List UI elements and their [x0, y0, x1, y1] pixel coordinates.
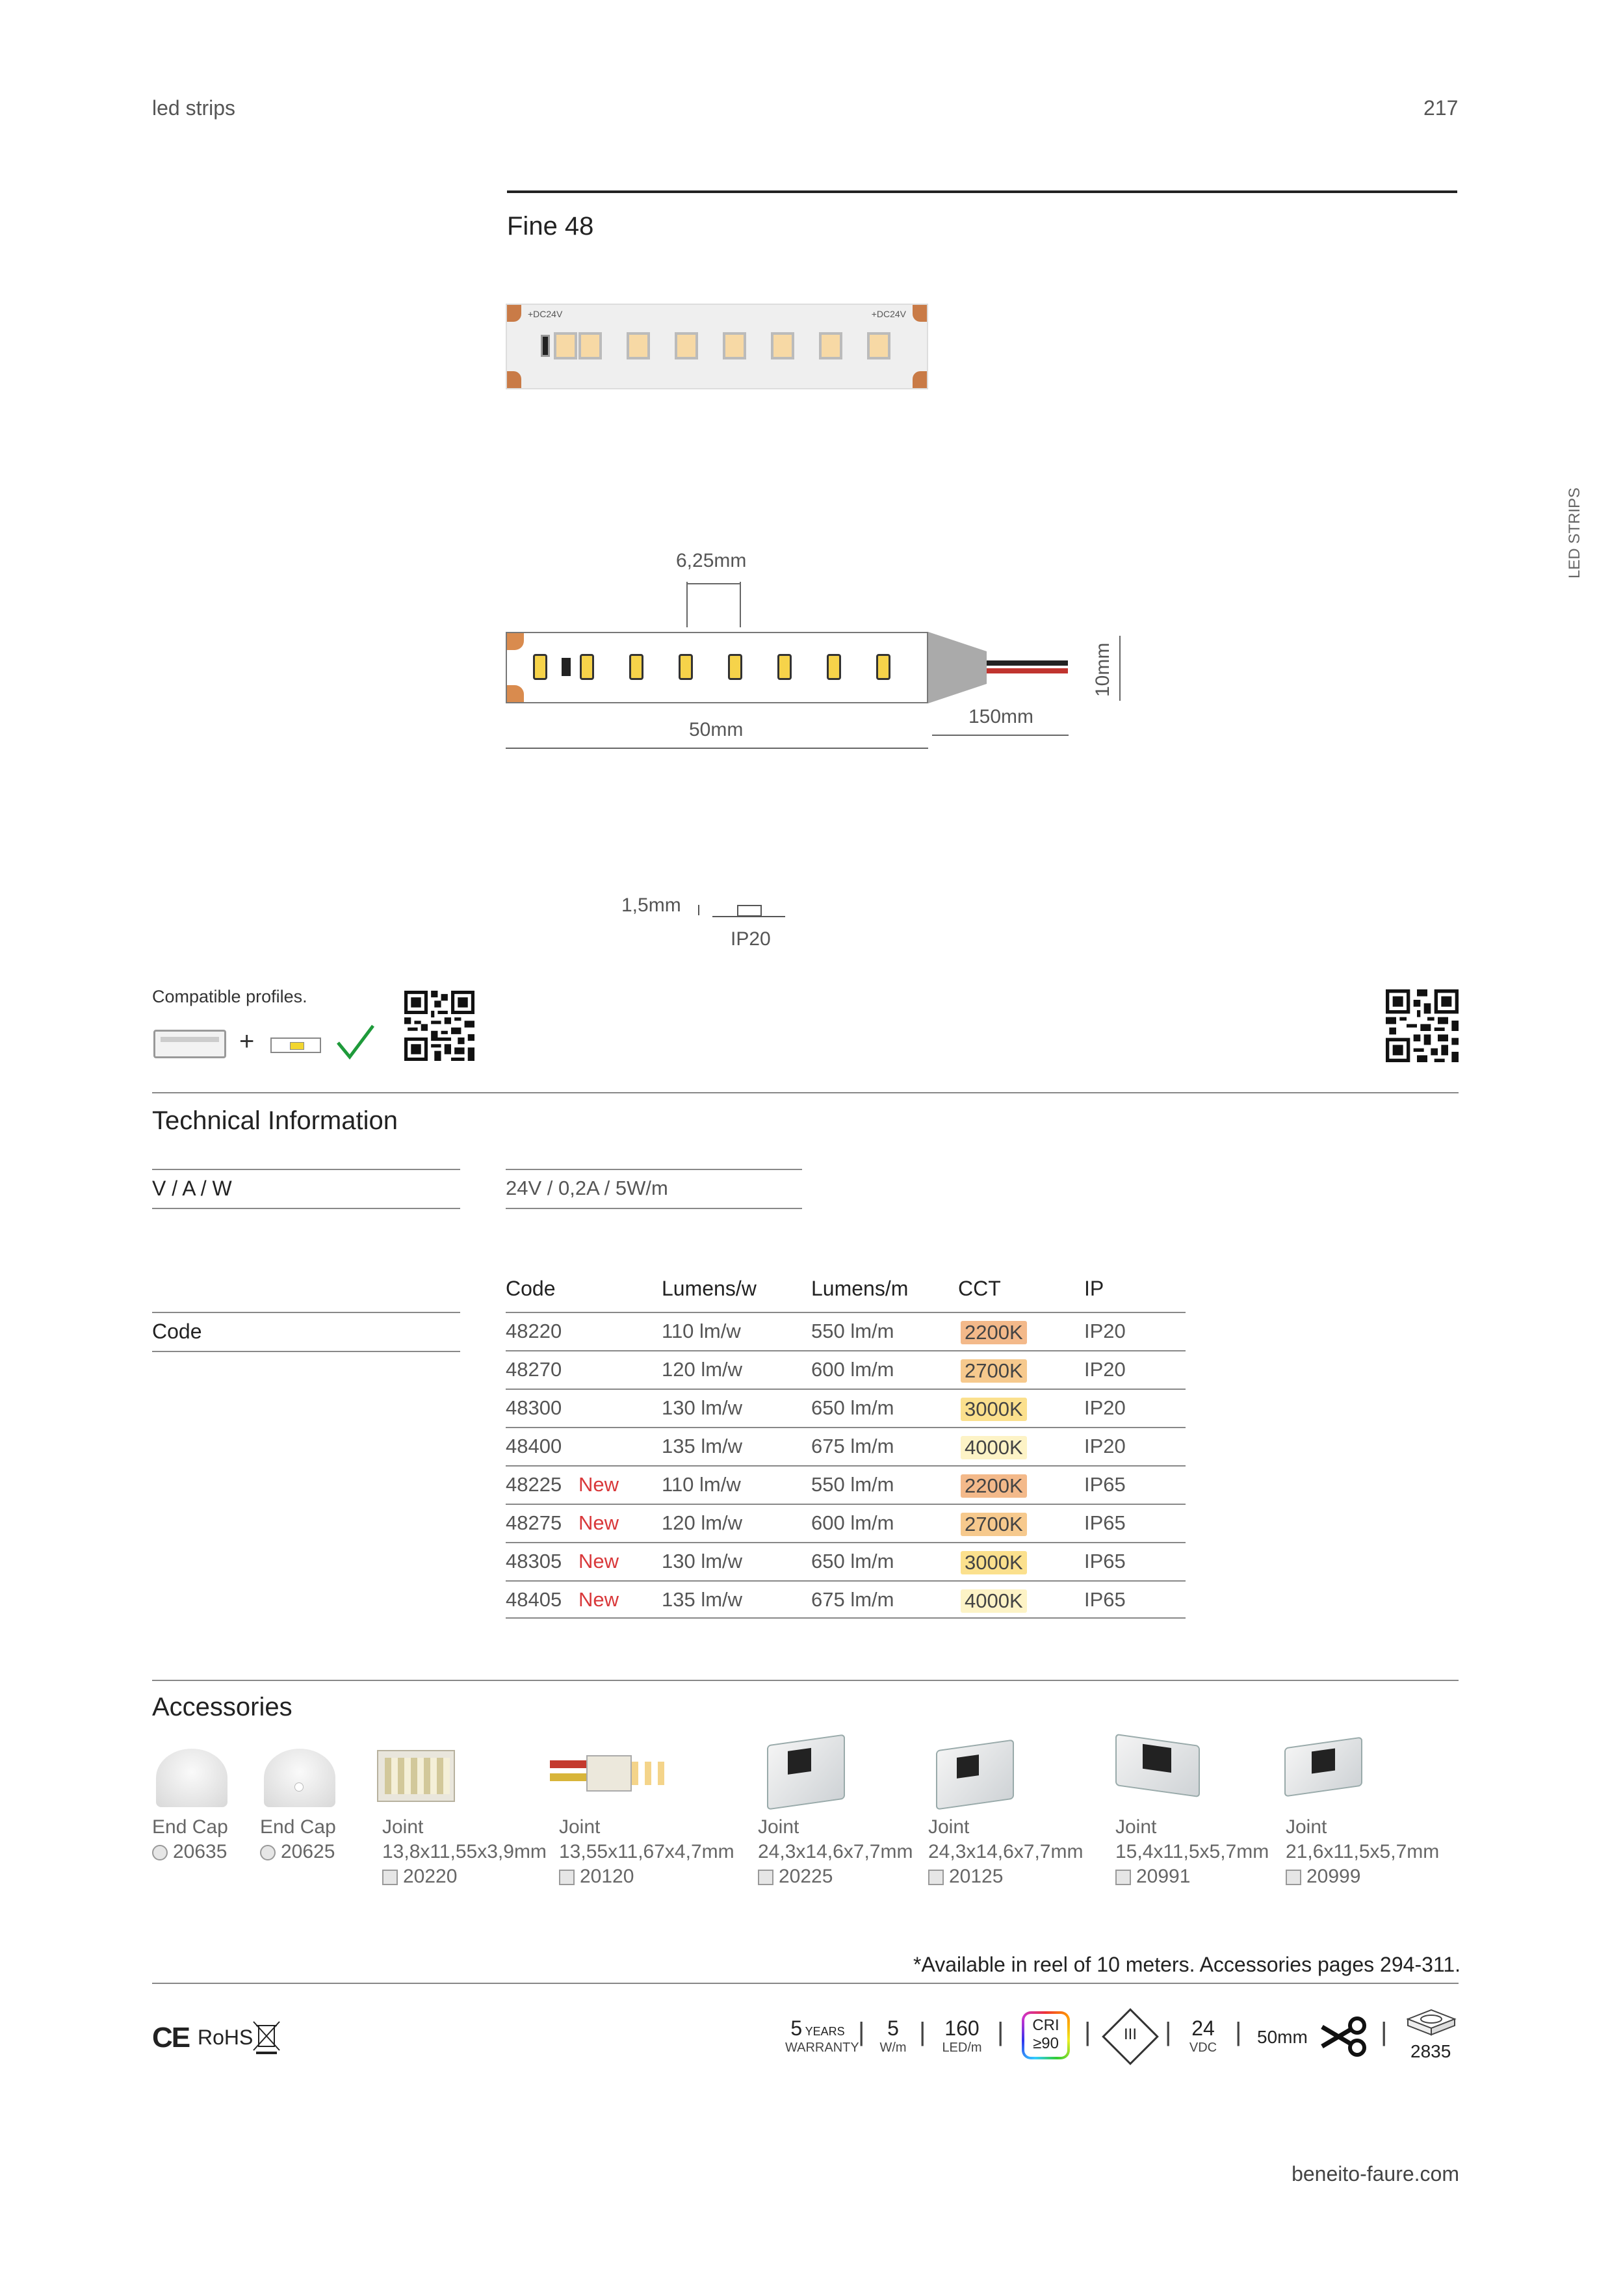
accessory-code: 20991	[1136, 1866, 1191, 1887]
led-unit: LED/m	[942, 2041, 982, 2055]
row-lumens-m: 550 lm/m	[811, 1473, 894, 1496]
col-lumens-m: Lumens/m	[811, 1277, 909, 1300]
separator: |	[1381, 2018, 1388, 2046]
accessory-code-row	[1115, 1866, 1269, 1888]
strip-pad	[507, 633, 524, 650]
led-chip-icon	[723, 332, 746, 359]
row-lumens-w: 130 lm/w	[662, 1396, 743, 1419]
row-ip: IP20	[1084, 1358, 1126, 1381]
led-icon	[533, 654, 547, 680]
led-chip-icon	[675, 332, 698, 359]
row-lumens-m: 675 lm/m	[811, 1588, 894, 1611]
end-cap-image	[264, 1749, 335, 1807]
row-code: 48400	[506, 1435, 562, 1457]
row-lumens-m: 600 lm/m	[811, 1511, 894, 1534]
table-header	[506, 1277, 1186, 1312]
row-code: 48405	[506, 1588, 562, 1611]
row-rule	[506, 1208, 802, 1209]
resistor-icon	[562, 658, 571, 676]
accessory-name: Joint	[1286, 1816, 1327, 1838]
cable-dim-line	[932, 735, 1069, 736]
qr-code-icon	[1386, 989, 1459, 1062]
accessory-code: 20220	[403, 1866, 458, 1887]
row-lumens-w: 135 lm/w	[662, 1588, 743, 1611]
table-row	[506, 1389, 1186, 1427]
accessory-item	[1286, 1816, 1439, 1888]
plus-sign: +	[239, 1027, 255, 1056]
accessory-name: Joint	[559, 1816, 601, 1838]
accessory-code-row	[382, 1866, 547, 1888]
joint-image	[1284, 1737, 1362, 1797]
led-chip-icon	[867, 332, 890, 359]
cri-label: CRI	[1032, 2016, 1059, 2034]
warranty-years: YEARS	[805, 2025, 845, 2038]
voltage-value: 24	[1191, 2016, 1215, 2040]
separator: |	[1165, 2018, 1172, 2046]
width-dimension: 10mm	[1092, 642, 1113, 697]
cct-badge: 3000K	[961, 1398, 1027, 1421]
page-number: 217	[1423, 96, 1459, 120]
row-code: 48275	[506, 1511, 562, 1534]
section-rule	[152, 1983, 1459, 1984]
cable-wire-black	[987, 660, 1068, 666]
checkmark-icon	[335, 1023, 376, 1061]
square-marker-icon	[559, 1870, 575, 1885]
led-value: 160	[944, 2016, 980, 2040]
cct-badge: 4000K	[961, 1589, 1027, 1613]
accessory-dim: 21,6x11,5x5,7mm	[1286, 1841, 1440, 1862]
accessory-code: 20625	[281, 1841, 335, 1862]
accessory-name: Joint	[758, 1816, 799, 1838]
cct-badge: 2700K	[961, 1513, 1027, 1536]
led-chip-icon	[819, 332, 842, 359]
strip-diagram	[506, 632, 928, 703]
accessory-code: 20225	[779, 1866, 833, 1887]
availability-note: *Available in reel of 10 meters. Accessories pages 294-311.	[913, 1953, 1461, 1976]
accessory-item	[928, 1816, 1083, 1888]
col-lumens-w: Lumens/w	[662, 1277, 757, 1300]
height-dim-tick	[698, 905, 699, 915]
accessory-code-row	[758, 1866, 913, 1888]
row-lumens-m: 675 lm/m	[811, 1435, 894, 1457]
accessory-code: 20635	[173, 1841, 227, 1862]
row-rule	[152, 1208, 460, 1209]
led-chip-icon	[554, 332, 577, 359]
accessory-name: Joint	[382, 1816, 424, 1838]
section-label: led strips	[152, 96, 236, 120]
row-lumens-w: 120 lm/w	[662, 1358, 743, 1381]
joint-image	[550, 1755, 667, 1794]
code-table	[506, 1277, 1186, 1619]
product-title: Fine 48	[507, 212, 594, 241]
section-rule	[152, 1680, 1459, 1681]
width-dim-line	[1119, 636, 1121, 701]
ip-rating: IP20	[731, 928, 771, 950]
circle-marker-icon	[260, 1845, 276, 1860]
power-spec	[874, 2016, 913, 2055]
row-rule	[152, 1312, 460, 1313]
power-unit: W/m	[879, 2041, 907, 2055]
warranty-number: 5	[790, 2016, 803, 2040]
vaw-label: V / A / W	[152, 1177, 232, 1200]
row-ip: IP20	[1084, 1320, 1126, 1342]
strip-icon	[270, 1037, 321, 1053]
accessory-name: Joint	[928, 1816, 970, 1838]
accessory-item	[1115, 1816, 1269, 1888]
strip-label: +DC24V	[528, 309, 563, 319]
accessory-code: 20999	[1306, 1866, 1361, 1887]
qr-code-icon	[404, 991, 474, 1061]
title-rule	[507, 190, 1457, 193]
cri-value: ≥90	[1033, 2035, 1059, 2052]
length-dimension: 50mm	[689, 719, 744, 740]
led-icon	[629, 654, 643, 680]
square-marker-icon	[1286, 1870, 1301, 1885]
strip-pad	[913, 371, 927, 388]
weee-bin-icon	[252, 2019, 281, 2055]
cable-dimension: 150mm	[968, 706, 1034, 727]
accessory-code: 20120	[580, 1866, 634, 1887]
accessory-code: 20125	[949, 1866, 1004, 1887]
led-icon	[580, 654, 594, 680]
vaw-value: 24V / 0,2A / 5W/m	[506, 1177, 668, 1199]
col-ip: IP	[1084, 1277, 1104, 1300]
accessory-code-row	[152, 1841, 228, 1863]
voltage-spec	[1180, 2016, 1226, 2055]
led-icon	[679, 654, 693, 680]
table-row	[506, 1504, 1186, 1542]
row-lumens-m: 650 lm/m	[811, 1550, 894, 1572]
cable-wire-red	[987, 668, 1068, 673]
row-lumens-m: 650 lm/m	[811, 1396, 894, 1419]
row-ip: IP65	[1084, 1473, 1126, 1496]
joint-image	[377, 1750, 455, 1802]
cct-badge: 2700K	[961, 1359, 1027, 1383]
accessory-item	[758, 1816, 913, 1888]
accessory-item	[152, 1816, 228, 1863]
led-icon	[827, 654, 841, 680]
new-badge: New	[578, 1550, 619, 1572]
length-dim-line	[506, 748, 928, 749]
row-rule	[506, 1169, 802, 1170]
tech-title: Technical Information	[152, 1106, 398, 1135]
side-tab-label: LED STRIPS	[1566, 487, 1583, 579]
row-lumens-w: 130 lm/w	[662, 1550, 743, 1572]
accessory-code-row	[260, 1841, 336, 1863]
cct-badge: 4000K	[961, 1436, 1027, 1459]
square-marker-icon	[758, 1870, 773, 1885]
row-lumens-w: 110 lm/w	[662, 1473, 741, 1496]
accessory-name: End Cap	[152, 1816, 228, 1838]
new-badge: New	[578, 1511, 619, 1534]
table-body	[506, 1312, 1186, 1619]
row-ip: IP65	[1084, 1588, 1126, 1611]
table-row	[506, 1350, 1186, 1389]
accessory-name: End Cap	[260, 1816, 336, 1838]
strip-photo	[506, 304, 928, 389]
accessories-title: Accessories	[152, 1693, 292, 1721]
accessory-dim: 13,55x11,67x4,7mm	[559, 1841, 734, 1862]
separator: |	[997, 2018, 1004, 2046]
website: beneito-faure.com	[1292, 2162, 1459, 2185]
accessory-code-row	[928, 1866, 1083, 1888]
cct-badge: 2200K	[961, 1474, 1027, 1498]
accessory-name: Joint	[1115, 1816, 1157, 1838]
square-marker-icon	[1115, 1870, 1131, 1885]
joint-image	[767, 1734, 845, 1810]
led-icon	[876, 654, 890, 680]
row-ip: IP65	[1084, 1511, 1126, 1534]
accessory-item	[260, 1816, 336, 1863]
dim-line	[686, 582, 688, 627]
led-icon	[777, 654, 792, 680]
joint-image	[936, 1740, 1014, 1810]
compat-label: Compatible profiles.	[152, 987, 307, 1006]
cct-badge: 3000K	[961, 1551, 1027, 1574]
square-marker-icon	[382, 1870, 398, 1885]
profile-icon	[153, 1030, 226, 1058]
table-row	[506, 1465, 1186, 1504]
separator: |	[1084, 2018, 1091, 2046]
row-code: 48220	[506, 1320, 562, 1342]
section-rule	[152, 1092, 1459, 1093]
scissors-icon	[1319, 2014, 1368, 2059]
separator: |	[919, 2018, 926, 2046]
accessory-dim: 24,3x14,6x7,7mm	[758, 1841, 913, 1862]
code-label: Code	[152, 1320, 202, 1343]
row-rule	[152, 1169, 460, 1170]
end-cap-image	[156, 1749, 227, 1807]
led-icon	[728, 654, 742, 680]
row-lumens-m: 600 lm/m	[811, 1358, 894, 1381]
base-line	[712, 916, 785, 917]
row-ip: IP20	[1084, 1396, 1126, 1419]
led-density-spec	[936, 2016, 988, 2055]
led-chip-icon	[627, 332, 650, 359]
accessory-code-row	[1286, 1866, 1439, 1888]
ce-mark-icon: CE	[152, 2022, 190, 2054]
cut-length: 50mm	[1257, 2027, 1308, 2047]
connector-cable	[928, 632, 1071, 705]
connector-boot	[928, 632, 987, 703]
table-row	[506, 1542, 1186, 1580]
circle-marker-icon	[152, 1845, 168, 1860]
accessory-dim: 24,3x14,6x7,7mm	[928, 1841, 1084, 1862]
separator: |	[1235, 2018, 1242, 2046]
voltage-unit: VDC	[1189, 2041, 1217, 2055]
warranty-word: WARRANTY	[785, 2041, 859, 2055]
side-tab	[1563, 455, 1589, 598]
profile-section-icon	[737, 905, 762, 917]
dim-line	[740, 582, 741, 627]
strip-pad	[507, 685, 524, 702]
separator: |	[858, 2018, 865, 2046]
row-lumens-w: 120 lm/w	[662, 1511, 743, 1534]
table-row	[506, 1427, 1186, 1465]
pitch-dimension: 6,25mm	[676, 550, 747, 571]
row-ip: IP20	[1084, 1435, 1126, 1457]
strip-pad	[507, 371, 521, 388]
warranty-spec	[785, 2016, 859, 2055]
strip-label: +DC24V	[871, 309, 906, 319]
led-chip-icon	[578, 332, 602, 359]
row-code: 48225	[506, 1473, 562, 1496]
cct-badge: 2200K	[961, 1321, 1027, 1344]
row-lumens-w: 135 lm/w	[662, 1435, 743, 1457]
height-dimension: 1,5mm	[621, 894, 681, 916]
resistor-icon	[541, 335, 550, 357]
new-badge: New	[578, 1588, 619, 1611]
row-rule	[152, 1351, 460, 1352]
accessory-item	[559, 1816, 734, 1888]
row-lumens-w: 110 lm/w	[662, 1320, 741, 1342]
joint-image	[1115, 1734, 1200, 1797]
dim-line	[686, 583, 741, 584]
col-code: Code	[506, 1277, 556, 1300]
row-ip: IP65	[1084, 1550, 1126, 1572]
chip-label: 2835	[1410, 2041, 1451, 2061]
strip-pad	[507, 305, 521, 322]
cri-icon	[1022, 2011, 1070, 2059]
class-iii-label: III	[1123, 2026, 1137, 2043]
rohs-label: RoHS	[198, 2026, 253, 2049]
row-code: 48305	[506, 1550, 562, 1572]
accessory-code-row	[559, 1866, 734, 1888]
row-code: 48270	[506, 1358, 562, 1381]
power-value: 5	[887, 2016, 899, 2040]
accessory-dim: 13,8x11,55x3,9mm	[382, 1841, 547, 1862]
strip-pad	[913, 305, 927, 322]
led-chip-icon	[771, 332, 794, 359]
accessory-item	[382, 1816, 547, 1888]
row-code: 48300	[506, 1396, 562, 1419]
chip-icon	[1404, 2007, 1459, 2039]
square-marker-icon	[928, 1870, 944, 1885]
new-badge: New	[578, 1473, 619, 1496]
col-cct: CCT	[958, 1277, 1001, 1300]
row-lumens-m: 550 lm/m	[811, 1320, 894, 1342]
table-row	[506, 1312, 1186, 1350]
accessory-dim: 15,4x11,5x5,7mm	[1115, 1841, 1269, 1862]
table-row	[506, 1580, 1186, 1619]
